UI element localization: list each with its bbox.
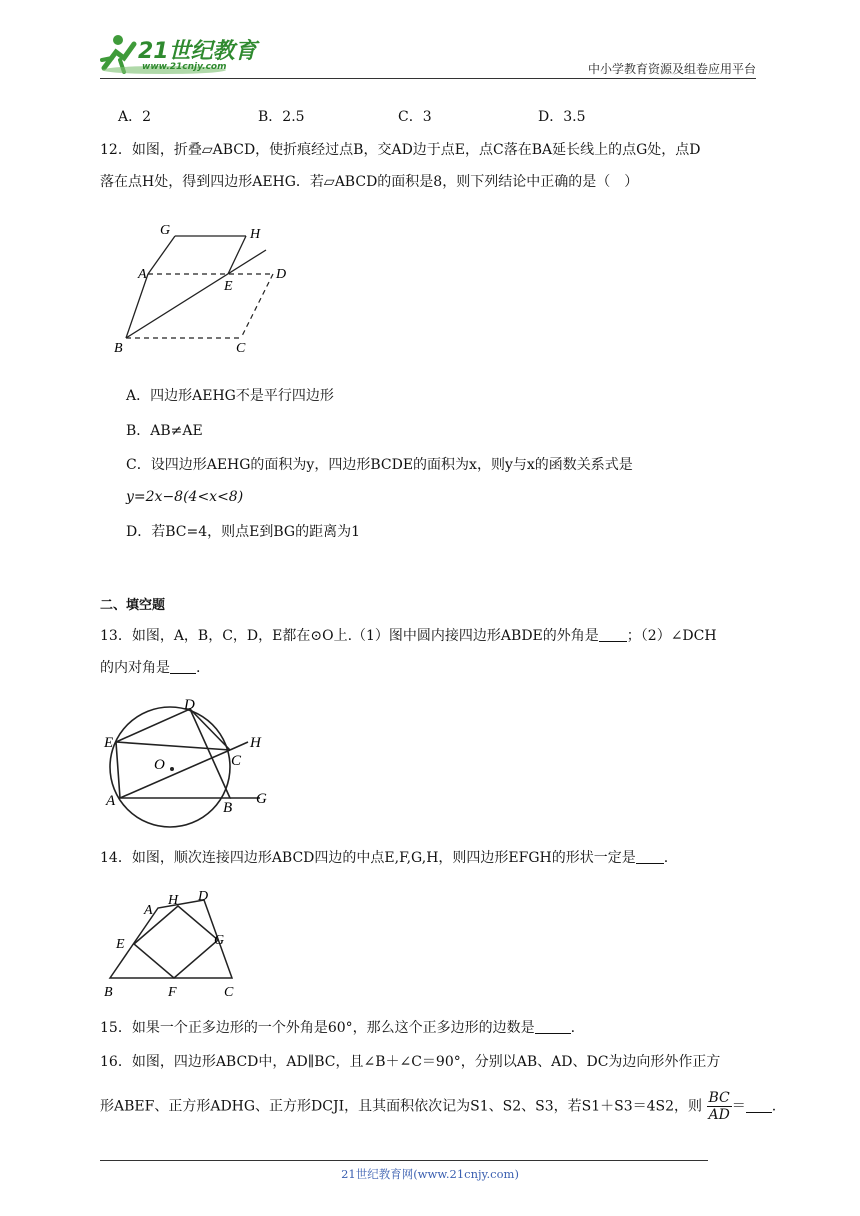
label-g: G xyxy=(214,933,225,948)
q12-option-b: B．AB≠AE xyxy=(126,423,203,439)
q16-period: . xyxy=(771,1098,777,1115)
q13-text-b: ；（2）∠DCH xyxy=(626,628,717,644)
label-b: B xyxy=(114,341,123,356)
q16-equals: ＝ xyxy=(731,1098,746,1115)
logo-url: www.21cnjy.com xyxy=(142,62,227,72)
label-c: C xyxy=(224,985,234,1000)
q12-option-a: A．四边形AEHG不是平行四边形 xyxy=(126,388,334,404)
q14-figure xyxy=(100,884,250,1002)
q12-option-c-formula: y=2x−8(4<x<8) xyxy=(126,489,244,505)
q12-stem-line1: 12．如图，折叠▱ABCD，使折痕经过点B，交AD边于点E，点C落在BA延长线上的点G处，点D xyxy=(100,142,701,158)
q13-blank-1[interactable] xyxy=(599,627,627,642)
label-a: A xyxy=(138,267,147,282)
q11-option-b: B．2.5 xyxy=(258,109,305,125)
q15-stem xyxy=(100,1018,575,1038)
label-b: B xyxy=(223,800,233,816)
label-a: A xyxy=(106,793,116,809)
q12-figure xyxy=(108,218,308,358)
q14-text: 14．如图，顺次连接四边形ABCD四边的中点E,F,G,H，则四边形EFGH的形状一定是 xyxy=(100,850,636,866)
q13-text-c: 的内对角是 xyxy=(100,660,170,676)
q12-stem-line2: 落在点H处，得到四边形AEHG．若▱ABCD的面积是8，则下列结论中正确的是（ ） xyxy=(100,174,639,190)
label-h: H xyxy=(168,893,179,908)
q13-blank-2[interactable] xyxy=(170,659,196,674)
fraction-numerator: BC xyxy=(708,1090,730,1106)
label-c: C xyxy=(231,753,242,769)
q16-fraction xyxy=(707,1090,732,1123)
q16-stem-line2 xyxy=(100,1090,776,1123)
q14-period: . xyxy=(663,850,669,866)
label-e: E xyxy=(224,279,233,294)
logo xyxy=(94,30,264,78)
q15-blank[interactable] xyxy=(535,1019,571,1034)
q11-option-c: C．3 xyxy=(398,109,432,125)
q14-stem xyxy=(100,848,668,868)
label-h: H xyxy=(250,735,261,751)
q11-option-a: A．2 xyxy=(118,109,152,125)
q11-option-d: D．3.5 xyxy=(538,109,586,125)
header-title: 中小学教育资源及组卷应用平台 xyxy=(587,62,756,76)
q15-text: 15．如果一个正多边形的一个外角是60°，那么这个正多边形的边数是 xyxy=(100,1020,535,1036)
q16-blank[interactable] xyxy=(746,1098,772,1113)
label-d: D xyxy=(276,267,287,282)
label-c: C xyxy=(236,341,246,356)
footer-link[interactable]: 21世纪教育网(www.21cnjy.com) xyxy=(341,1167,519,1181)
label-e: E xyxy=(116,937,125,952)
q12-option-d: D．若BC=4，则点E到BG的距离为1 xyxy=(126,524,360,540)
q13-stem-line2 xyxy=(100,658,200,678)
q16-stem-line1: 16．如图，四边形ABCD中，AD∥BC，且∠B＋∠C＝90°，分别以AB、AD、DC为边向形外作正方 xyxy=(100,1054,721,1070)
label-o: O xyxy=(154,757,165,773)
q15-period: . xyxy=(570,1020,576,1036)
footer-rule xyxy=(100,1160,708,1161)
q16-text: 形ABEF、正方形ADHG、正方形DCJI，且其面积依次记为S1、S2、S3，若S1＋S3＝4S2，则 xyxy=(100,1098,703,1115)
fraction-denominator: AD xyxy=(708,1107,730,1123)
q13-stem-line1 xyxy=(100,626,717,646)
label-e: E xyxy=(104,735,114,751)
label-g: G xyxy=(160,223,171,238)
header-rule xyxy=(100,78,756,79)
q14-blank[interactable] xyxy=(636,849,664,864)
logo-text: 21世纪教育 xyxy=(138,39,257,64)
label-d: D xyxy=(198,889,209,904)
q12-option-c-line1: C．设四边形AEHG的面积为y，四边形BCDE的面积为x，则y与x的函数关系式是 xyxy=(126,457,633,473)
label-d: D xyxy=(184,697,195,713)
label-f: F xyxy=(168,985,177,1000)
label-b: B xyxy=(104,985,113,1000)
q13-period: . xyxy=(196,660,201,676)
q13-text-a: 13．如图，A，B，C，D，E都在⊙O上.（1）图中圆内接四边形ABDE的外角是 xyxy=(100,628,599,644)
label-g: G xyxy=(256,791,267,807)
label-h: H xyxy=(250,227,261,242)
section-title: 二、填空题 xyxy=(100,598,166,613)
label-a: A xyxy=(144,903,153,918)
q13-figure xyxy=(100,695,280,835)
